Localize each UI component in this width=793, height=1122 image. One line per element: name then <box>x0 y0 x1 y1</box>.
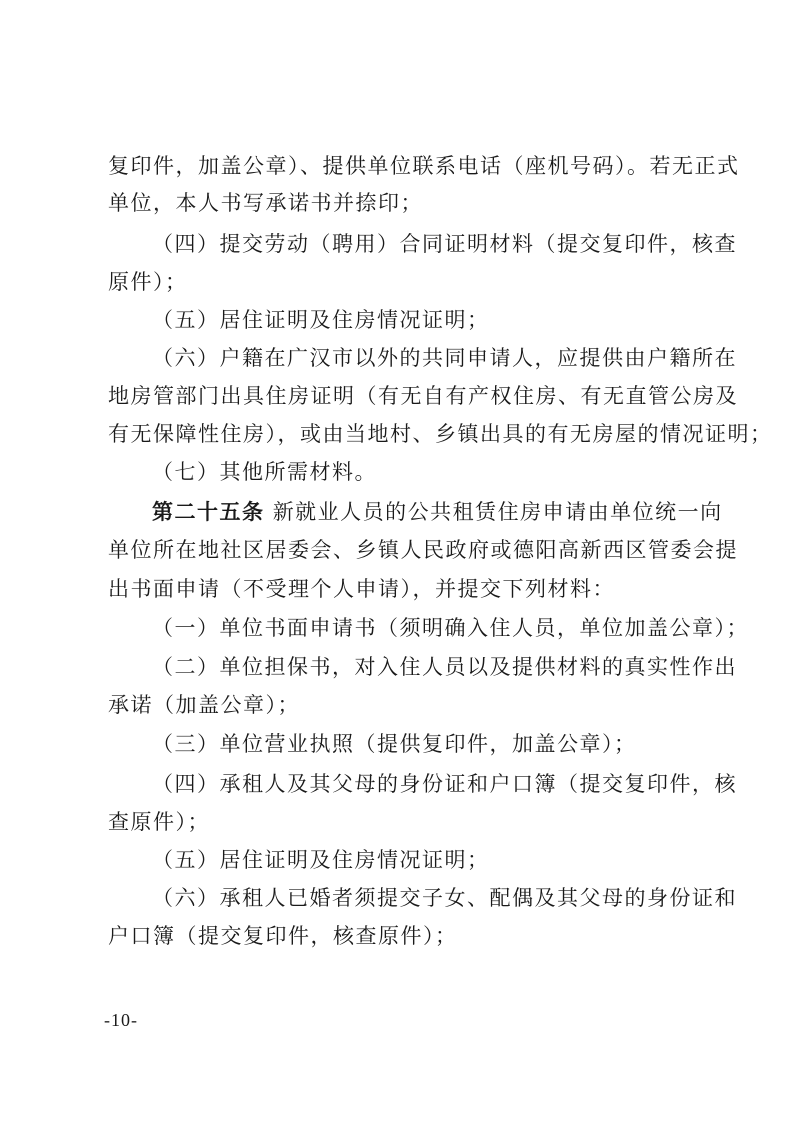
text-line: （二）单位担保书，对入住人员以及提供材料的真实性作出 <box>152 655 737 679</box>
text-line: 单位，本人书写承诺书并捺印； <box>108 191 423 215</box>
text-line: （三）单位营业执照（提供复印件，加盖公章）； <box>152 732 637 756</box>
article-heading-line <box>152 500 742 524</box>
text-line: 单位所在地社区居委会、乡镇人民政府或德阳高新西区管委会提 <box>108 538 738 562</box>
text-line: 出书面申请（不受理个人申请），并提交下列材料： <box>108 577 615 601</box>
text-line: 新就业人员的公共租赁住房申请由单位统一向 <box>272 500 723 524</box>
text-line: （一）单位书面申请书（须明确入住人员，单位加盖公章）； <box>152 616 749 640</box>
text-line: （四）提交劳动（聘用）合同证明材料（提交复印件，核查 <box>152 232 737 256</box>
text-line: （五）居住证明及住房情况证明； <box>152 308 490 332</box>
text-line: 户口簿（提交复印件，核查原件）； <box>108 924 458 948</box>
text-line: （六）户籍在广汉市以外的共同申请人，应提供由户籍所在 <box>152 346 737 370</box>
text-line: （六）承租人已婚者须提交子女、配偶及其父母的身份证和 <box>152 886 737 910</box>
page-number: -10- <box>104 1010 138 1030</box>
text-line: 复印件，加盖公章）、提供单位联系电话（座机号码）。若无正式 <box>108 154 740 178</box>
text-line: 原件）； <box>108 270 188 294</box>
article-heading: 第二十五条 <box>152 499 265 524</box>
text-line: （七）其他所需材料。 <box>152 460 377 484</box>
text-line: 承诺（加盖公章）； <box>108 693 300 717</box>
text-line: 有无保障性住房），或由当地村、乡镇出具的有无房屋的情况证明； <box>108 422 773 446</box>
text-line: （五）居住证明及住房情况证明； <box>152 848 490 872</box>
text-line: 地房管部门出具住房证明（有无自有产权住房、有无直管公房及 <box>108 384 738 408</box>
text-line: （四）承租人及其父母的身份证和户口簿（提交复印件，核 <box>152 772 737 796</box>
text-line: 查原件）； <box>108 810 210 834</box>
